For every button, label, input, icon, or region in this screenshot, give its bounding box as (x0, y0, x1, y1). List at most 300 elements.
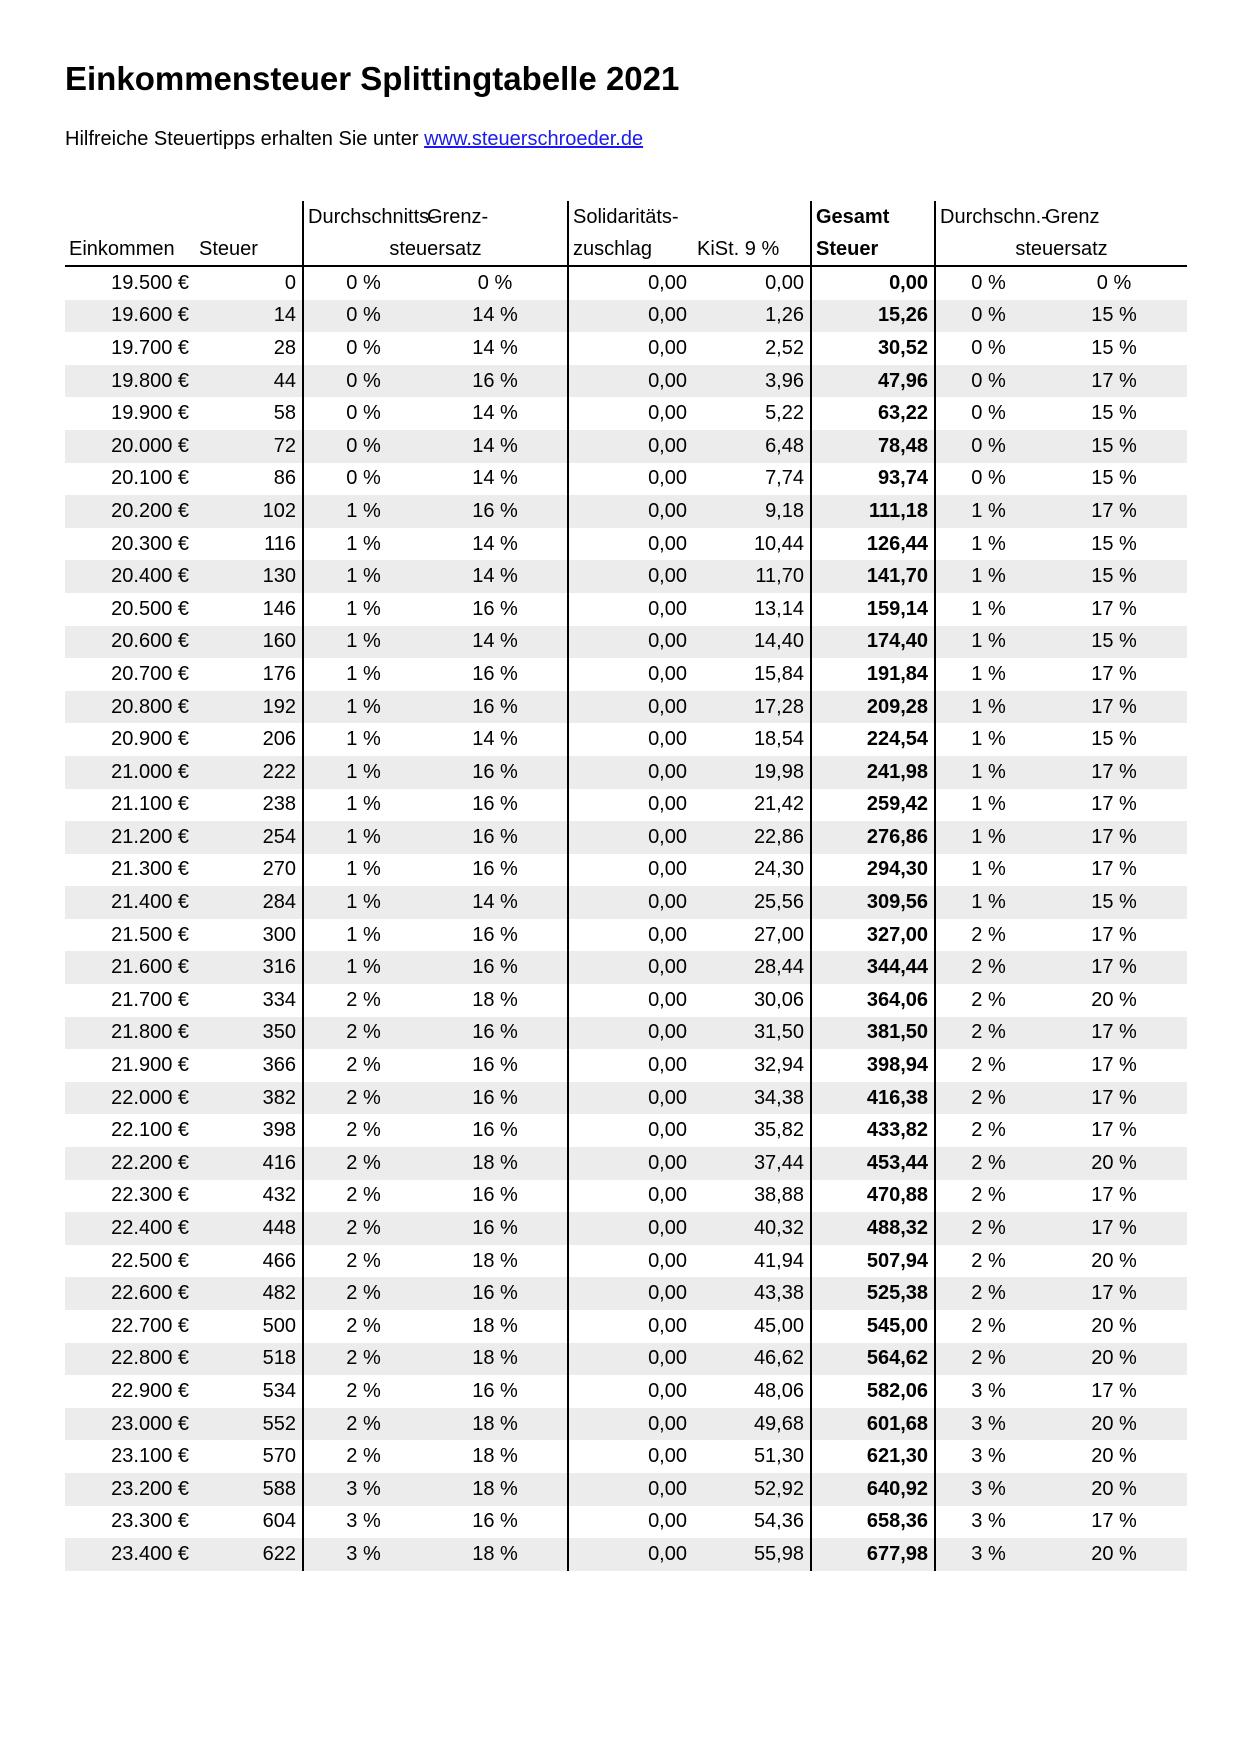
marginal-rate-cell: 18 % (423, 1408, 568, 1441)
soli-cell: 0,00 (568, 1343, 693, 1376)
church-tax-cell: 3,96 (693, 365, 811, 398)
total-avg-rate-cell: 2 % (935, 1017, 1041, 1050)
soli-cell: 0,00 (568, 1375, 693, 1408)
soli-cell: 0,00 (568, 1114, 693, 1147)
church-tax-cell: 32,94 (753, 1054, 804, 1077)
church-tax-cell: 22,86 (693, 821, 811, 854)
table-row (65, 691, 1187, 724)
total-avg-rate-cell: 0 % (935, 463, 1041, 496)
income-cell: 21.300 € (111, 858, 189, 881)
marginal-rate-cell: 16 % (472, 793, 518, 816)
tax-cell: 588 (195, 1473, 303, 1506)
tax-cell: 448 (195, 1212, 303, 1245)
income-cell: 23.200 € (65, 1473, 195, 1506)
income-cell: 22.100 € (111, 1119, 189, 1142)
income-cell: 22.800 € (65, 1343, 195, 1376)
table-row (65, 365, 1187, 398)
table-row (65, 528, 1187, 561)
soli-cell: 0,00 (568, 332, 693, 365)
total-avg-rate-cell: 2 % (935, 1180, 1041, 1213)
tax-cell: 466 (262, 1249, 296, 1272)
church-tax-cell: 2,52 (765, 336, 804, 359)
total-marginal-rate-cell: 15 % (1091, 336, 1137, 359)
total-avg-rate-cell: 1 % (935, 691, 1041, 724)
church-tax-cell: 38,88 (753, 1184, 804, 1207)
table-row (65, 560, 1187, 593)
total-tax-cell: 601,68 (811, 1408, 935, 1441)
marginal-rate-cell: 16 % (472, 858, 518, 881)
tax-cell: 270 (262, 858, 296, 881)
soli-cell: 0,00 (568, 593, 693, 626)
total-marginal-rate-cell: 20 % (1091, 988, 1137, 1011)
church-tax-cell: 49,68 (693, 1408, 811, 1441)
tax-cell: 534 (262, 1379, 296, 1402)
marginal-rate-cell: 18 % (423, 1538, 568, 1571)
soli-cell: 0,00 (568, 1212, 693, 1245)
total-tax-cell: 93,74 (811, 463, 935, 496)
marginal-rate-cell: 14 % (472, 532, 518, 555)
church-tax-cell: 15,84 (753, 662, 804, 685)
total-marginal-rate-cell: 17 % (1091, 1184, 1137, 1207)
marginal-rate-cell: 16 % (472, 1119, 518, 1142)
avg-rate-cell: 0 % (303, 332, 423, 365)
soli-cell: 0,00 (568, 1049, 693, 1082)
soli-cell: 0,00 (568, 1147, 693, 1180)
total-marginal-rate-cell: 20 % (1041, 1473, 1187, 1506)
total-tax-cell: 344,44 (811, 951, 935, 984)
soli-cell: 0,00 (568, 919, 693, 952)
table-row (65, 626, 1187, 659)
church-tax-cell: 17,28 (693, 691, 811, 724)
total-marginal-rate-cell: 17 % (1091, 662, 1137, 685)
avg-rate-cell: 2 % (303, 1180, 423, 1213)
church-tax-cell: 18,54 (753, 728, 804, 751)
church-tax-cell: 30,06 (753, 988, 804, 1011)
table-row (65, 300, 1187, 333)
avg-rate-cell: 2 % (303, 1245, 423, 1278)
avg-rate-cell: 1 % (303, 756, 423, 789)
header-einkommen: Einkommen (65, 233, 195, 266)
table-row (65, 397, 1187, 430)
income-cell: 21.500 € (111, 923, 189, 946)
income-cell: 20.400 € (65, 560, 195, 593)
avg-rate-cell: 1 % (303, 626, 423, 659)
income-cell: 22.200 € (65, 1147, 195, 1180)
church-tax-cell: 34,38 (693, 1082, 811, 1115)
church-tax-cell: 25,56 (693, 886, 811, 919)
table-row (65, 1017, 1187, 1050)
income-cell: 21.400 € (65, 886, 195, 919)
total-avg-rate-cell: 1 % (935, 854, 1041, 887)
table-row (65, 430, 1187, 463)
total-avg-rate-cell: 3 % (935, 1440, 1041, 1473)
tax-cell: 552 (195, 1408, 303, 1441)
intro-label: Hilfreiche Steuertipps erhalten Sie unter (65, 128, 425, 150)
tax-cell: 604 (262, 1510, 296, 1533)
website-link[interactable]: www.steuerschroeder.de (424, 128, 644, 150)
table-row (65, 1506, 1187, 1539)
soli-cell: 0,00 (568, 984, 693, 1017)
avg-rate-cell: 0 % (303, 365, 423, 398)
table-row (65, 854, 1187, 887)
total-avg-rate-cell: 1 % (935, 723, 1041, 756)
income-cell: 20.100 € (111, 467, 189, 490)
marginal-rate-cell: 16 % (423, 821, 568, 854)
avg-rate-cell: 1 % (303, 560, 423, 593)
total-tax-cell: 433,82 (811, 1114, 935, 1147)
avg-rate-cell: 2 % (303, 1310, 423, 1343)
avg-rate-cell: 1 % (303, 919, 423, 952)
total-tax-cell: 30,52 (811, 332, 935, 365)
soli-cell: 0,00 (568, 463, 693, 496)
total-avg-rate-cell: 2 % (935, 1212, 1041, 1245)
church-tax-cell: 54,36 (753, 1510, 804, 1533)
avg-rate-cell: 1 % (303, 691, 423, 724)
tax-cell: 382 (195, 1082, 303, 1115)
total-tax-cell: 259,42 (811, 789, 935, 822)
total-marginal-rate-cell: 17 % (1091, 793, 1137, 816)
total-tax-cell: 398,94 (811, 1049, 935, 1082)
total-avg-rate-cell: 2 % (935, 1147, 1041, 1180)
total-tax-cell: 209,28 (811, 691, 935, 724)
income-cell: 20.600 € (65, 626, 195, 659)
avg-rate-cell: 1 % (303, 723, 423, 756)
soli-cell: 0,00 (568, 1082, 693, 1115)
avg-rate-cell: 1 % (303, 593, 423, 626)
table-row (65, 463, 1187, 496)
soli-cell: 0,00 (568, 1506, 693, 1539)
soli-cell: 0,00 (568, 658, 693, 691)
church-tax-cell: 52,92 (693, 1473, 811, 1506)
income-cell: 19.500 € (111, 271, 189, 294)
header-steuersatz: steuersatz (303, 233, 568, 266)
table-row (65, 1180, 1187, 1213)
soli-cell: 0,00 (568, 854, 693, 887)
total-marginal-rate-cell: 17 % (1091, 1054, 1137, 1077)
total-marginal-rate-cell: 17 % (1091, 923, 1137, 946)
avg-rate-cell: 1 % (303, 821, 423, 854)
avg-rate-cell: 1 % (303, 528, 423, 561)
marginal-rate-cell: 18 % (472, 1249, 518, 1272)
total-avg-rate-cell: 1 % (935, 528, 1041, 561)
total-marginal-rate-cell: 20 % (1041, 1343, 1187, 1376)
income-cell: 21.200 € (65, 821, 195, 854)
tax-cell: 86 (273, 467, 296, 490)
income-cell: 23.100 € (111, 1445, 189, 1468)
church-tax-cell: 55,98 (693, 1538, 811, 1571)
church-tax-cell: 45,00 (753, 1314, 804, 1337)
church-tax-cell: 27,00 (753, 923, 804, 946)
soli-cell: 0,00 (568, 365, 693, 398)
total-tax-cell: 15,26 (811, 300, 935, 333)
marginal-rate-cell: 16 % (423, 495, 568, 528)
total-tax-cell: 545,00 (811, 1310, 935, 1343)
total-tax-cell: 191,84 (811, 658, 935, 691)
total-tax-cell: 159,14 (811, 593, 935, 626)
church-tax-cell: 14,40 (693, 626, 811, 659)
total-marginal-rate-cell: 20 % (1041, 1147, 1187, 1180)
income-cell: 20.800 € (65, 691, 195, 724)
soli-cell: 0,00 (568, 951, 693, 984)
soli-cell: 0,00 (568, 1440, 693, 1473)
header-row-1 (65, 201, 1187, 233)
soli-cell: 0,00 (568, 756, 693, 789)
tax-cell: 366 (262, 1054, 296, 1077)
table-row (65, 1245, 1187, 1278)
total-avg-rate-cell: 0 % (935, 430, 1041, 463)
total-marginal-rate-cell: 17 % (1041, 1017, 1187, 1050)
total-marginal-rate-cell: 15 % (1041, 560, 1187, 593)
tax-cell: 116 (264, 532, 296, 555)
total-marginal-rate-cell: 17 % (1041, 1277, 1187, 1310)
income-cell: 20.300 € (111, 532, 189, 555)
tax-cell: 284 (195, 886, 303, 919)
church-tax-cell: 1,26 (693, 300, 811, 333)
table-row (65, 723, 1187, 756)
tax-cell: 570 (262, 1445, 296, 1468)
tax-cell: 482 (195, 1277, 303, 1310)
total-tax-cell: 224,54 (811, 723, 935, 756)
total-marginal-rate-cell: 15 % (1091, 402, 1137, 425)
table-row (65, 332, 1187, 365)
total-avg-rate-cell: 1 % (935, 560, 1041, 593)
total-tax-cell: 658,36 (811, 1506, 935, 1539)
tax-cell: 432 (262, 1184, 296, 1207)
total-avg-rate-cell: 1 % (935, 789, 1041, 822)
marginal-rate-cell: 18 % (472, 1314, 518, 1337)
income-cell: 19.600 € (65, 300, 195, 333)
avg-rate-cell: 1 % (303, 658, 423, 691)
tax-cell: 160 (195, 626, 303, 659)
avg-rate-cell: 3 % (303, 1506, 423, 1539)
church-tax-cell: 37,44 (693, 1147, 811, 1180)
church-tax-cell: 13,14 (753, 597, 804, 620)
total-avg-rate-cell: 1 % (935, 495, 1041, 528)
church-tax-cell: 6,48 (693, 430, 811, 463)
total-tax-cell: 488,32 (811, 1212, 935, 1245)
avg-rate-cell: 1 % (303, 951, 423, 984)
church-tax-cell: 7,74 (765, 467, 804, 490)
income-cell: 23.000 € (65, 1408, 195, 1441)
tax-cell: 398 (262, 1119, 296, 1142)
church-tax-cell: 41,94 (753, 1249, 804, 1272)
total-marginal-rate-cell: 17 % (1091, 1119, 1137, 1142)
total-marginal-rate-cell: 17 % (1041, 365, 1187, 398)
total-marginal-rate-cell: 0 % (1096, 271, 1132, 294)
marginal-rate-cell: 14 % (423, 430, 568, 463)
avg-rate-cell: 2 % (303, 1147, 423, 1180)
total-tax-cell: 364,06 (811, 984, 935, 1017)
avg-rate-cell: 0 % (303, 266, 423, 300)
avg-rate-cell: 2 % (303, 1440, 423, 1473)
soli-cell: 0,00 (568, 723, 693, 756)
marginal-rate-cell: 16 % (423, 756, 568, 789)
tax-cell: 222 (195, 756, 303, 789)
soli-cell: 0,00 (568, 1180, 693, 1213)
total-tax-cell: 640,92 (811, 1473, 935, 1506)
income-cell: 19.800 € (65, 365, 195, 398)
total-tax-cell: 0,00 (811, 266, 935, 300)
income-cell: 22.500 € (111, 1249, 189, 1272)
church-tax-cell: 24,30 (753, 858, 804, 881)
total-marginal-rate-cell: 17 % (1041, 821, 1187, 854)
total-tax-cell: 241,98 (811, 756, 935, 789)
total-avg-rate-cell: 1 % (935, 593, 1041, 626)
income-cell: 20.900 € (111, 728, 189, 751)
header-zuschlag: zuschlag (568, 233, 693, 266)
soli-cell: 0,00 (568, 1310, 693, 1343)
marginal-rate-cell: 16 % (423, 951, 568, 984)
table-row (65, 593, 1187, 626)
table-row (65, 886, 1187, 919)
table-row (65, 1375, 1187, 1408)
total-marginal-rate-cell: 17 % (1091, 858, 1137, 881)
total-avg-rate-cell: 2 % (935, 1277, 1041, 1310)
total-tax-cell: 276,86 (811, 821, 935, 854)
total-avg-rate-cell: 3 % (935, 1473, 1041, 1506)
income-cell: 21.900 € (111, 1054, 189, 1077)
tax-cell: 192 (195, 691, 303, 724)
church-tax-cell: 0,00 (765, 271, 804, 294)
avg-rate-cell: 3 % (303, 1538, 423, 1571)
total-tax-cell: 63,22 (811, 397, 935, 430)
total-marginal-rate-cell: 20 % (1091, 1249, 1137, 1272)
marginal-rate-cell: 0 % (477, 271, 513, 294)
header-steuer: Steuer (195, 233, 303, 266)
tax-cell: 416 (195, 1147, 303, 1180)
table-body (65, 266, 1187, 1571)
total-marginal-rate-cell: 20 % (1091, 1445, 1137, 1468)
total-tax-cell: 582,06 (811, 1375, 935, 1408)
total-tax-cell: 564,62 (811, 1343, 935, 1376)
header-steuersatz-2: steuersatz (935, 233, 1187, 266)
church-tax-cell: 5,22 (765, 402, 804, 425)
header-grenz: Grenz- (427, 205, 489, 228)
total-tax-cell: 111,18 (811, 495, 935, 528)
intro-text (65, 128, 643, 151)
total-tax-cell: 507,94 (811, 1245, 935, 1278)
soli-cell: 0,00 (568, 789, 693, 822)
marginal-rate-cell: 16 % (472, 1379, 518, 1402)
avg-rate-cell: 0 % (303, 463, 423, 496)
table-row (65, 1049, 1187, 1082)
header-gesamt-steuer: Steuer (811, 233, 935, 266)
header-durchschn: Durchschn.- (935, 201, 1041, 233)
income-cell: 20.500 € (111, 597, 189, 620)
marginal-rate-cell: 16 % (472, 923, 518, 946)
income-cell: 22.900 € (111, 1379, 189, 1402)
church-tax-cell: 21,42 (753, 793, 804, 816)
soli-cell: 0,00 (568, 1277, 693, 1310)
income-cell: 23.300 € (111, 1510, 189, 1533)
church-tax-cell: 11,70 (693, 560, 811, 593)
header-soli: Solidaritäts- (568, 201, 693, 233)
total-tax-cell: 470,88 (811, 1180, 935, 1213)
marginal-rate-cell: 16 % (472, 1510, 518, 1533)
total-marginal-rate-cell: 15 % (1091, 532, 1137, 555)
header-gesamt: Gesamt (811, 201, 935, 233)
income-cell: 22.000 € (65, 1082, 195, 1115)
church-tax-cell: 10,44 (753, 532, 804, 555)
table-row (65, 1343, 1187, 1376)
church-tax-cell: 43,38 (693, 1277, 811, 1310)
marginal-rate-cell: 18 % (423, 1343, 568, 1376)
total-avg-rate-cell: 1 % (935, 886, 1041, 919)
soli-cell: 0,00 (568, 821, 693, 854)
avg-rate-cell: 2 % (303, 1017, 423, 1050)
tax-cell: 102 (195, 495, 303, 528)
income-cell: 20.700 € (111, 662, 189, 685)
total-avg-rate-cell: 3 % (935, 1506, 1041, 1539)
marginal-rate-cell: 16 % (472, 1054, 518, 1077)
tax-cell: 254 (195, 821, 303, 854)
tax-cell: 72 (195, 430, 303, 463)
soli-cell: 0,00 (568, 430, 693, 463)
table-row (65, 756, 1187, 789)
income-cell: 21.000 € (65, 756, 195, 789)
total-tax-cell: 381,50 (811, 1017, 935, 1050)
marginal-rate-cell: 14 % (423, 886, 568, 919)
income-cell: 22.700 € (111, 1314, 189, 1337)
church-tax-cell: 31,50 (693, 1017, 811, 1050)
total-marginal-rate-cell: 17 % (1041, 691, 1187, 724)
table-row (65, 1408, 1187, 1441)
table-row (65, 821, 1187, 854)
soli-cell: 0,00 (568, 1538, 693, 1571)
soli-cell: 0,00 (568, 1017, 693, 1050)
avg-rate-cell: 1 % (303, 789, 423, 822)
table-row (65, 1440, 1187, 1473)
total-avg-rate-cell: 0 % (935, 397, 1041, 430)
marginal-rate-cell: 14 % (423, 300, 568, 333)
income-cell: 21.700 € (111, 988, 189, 1011)
avg-rate-cell: 2 % (303, 1114, 423, 1147)
total-avg-rate-cell: 2 % (935, 951, 1041, 984)
page-title: Einkommensteuer Splittingtabelle 2021 (65, 60, 680, 97)
soli-cell: 0,00 (568, 300, 693, 333)
soli-cell: 0,00 (568, 528, 693, 561)
total-avg-rate-cell: 1 % (935, 821, 1041, 854)
marginal-rate-cell: 18 % (423, 1473, 568, 1506)
tax-cell: 0 (284, 271, 296, 294)
table-row (65, 951, 1187, 984)
income-cell: 20.200 € (65, 495, 195, 528)
tax-cell: 334 (262, 988, 296, 1011)
total-marginal-rate-cell: 17 % (1091, 597, 1137, 620)
table-row (65, 266, 1187, 300)
church-tax-cell: 40,32 (693, 1212, 811, 1245)
marginal-rate-cell: 14 % (472, 467, 518, 490)
total-tax-cell: 78,48 (811, 430, 935, 463)
total-tax-cell: 294,30 (811, 854, 935, 887)
avg-rate-cell: 0 % (303, 300, 423, 333)
table-row (65, 495, 1187, 528)
total-marginal-rate-cell: 17 % (1091, 1510, 1137, 1533)
soli-cell: 0,00 (568, 1408, 693, 1441)
marginal-rate-cell: 18 % (472, 1445, 518, 1468)
tax-cell: 206 (262, 728, 296, 751)
total-marginal-rate-cell: 20 % (1091, 1314, 1137, 1337)
total-avg-rate-cell: 3 % (935, 1375, 1041, 1408)
tax-cell: 14 (195, 300, 303, 333)
soli-cell: 0,00 (568, 886, 693, 919)
table-row (65, 1212, 1187, 1245)
church-tax-cell: 19,98 (693, 756, 811, 789)
avg-rate-cell: 2 % (303, 1212, 423, 1245)
marginal-rate-cell: 16 % (472, 1184, 518, 1207)
table-row (65, 919, 1187, 952)
tax-cell: 622 (195, 1538, 303, 1571)
